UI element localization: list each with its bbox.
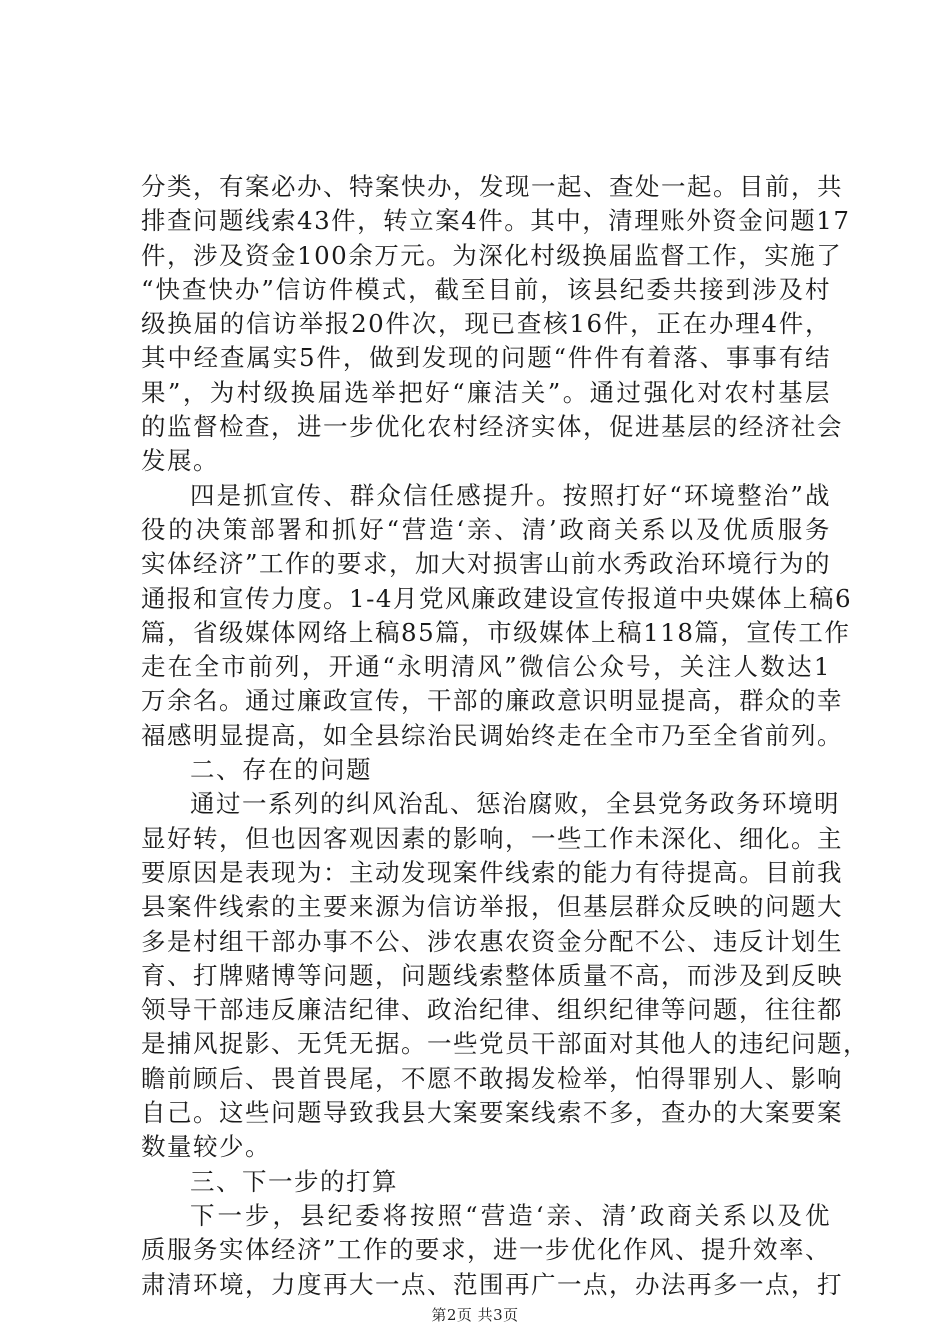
text-line: 要原因是表现为：主动发现案件线索的能力有待提高。目前我 (141, 857, 843, 887)
paragraph-start-line: 四是抓宣传、群众信任感提升。按照打好“环境整治”战 (190, 480, 831, 510)
text-line: 排查问题线索43件，转立案4件。其中，清理账外资金问题17 (141, 206, 851, 236)
page-number-footer: 第2页 共3页 (431, 1306, 519, 1324)
text-line: 自己。这些问题导致我县大案要案线索不多，查办的大案要案 (141, 1098, 843, 1128)
section-heading: 三、下一步的打算 (190, 1166, 398, 1196)
text-line: 通报和宣传力度。1-4月党风廉政建设宣传报道中央媒体上稿6 (141, 583, 853, 613)
text-line: 多是村组干部办事不公、涉农惠农资金分配不公、违反计划生 (141, 926, 843, 956)
text-line: 件，涉及资金100余万元。为深化村级换届监督工作，实施了 (141, 240, 843, 270)
text-line: “快查快办”信访件模式，截至目前，该县纪委共接到涉及村 (141, 274, 831, 304)
text-line: 实体经济”工作的要求，加大对损害山前水秀政治环境行为的 (141, 549, 832, 579)
text-line: 县案件线索的主要来源为信访举报，但基层群众反映的问题大 (141, 892, 843, 922)
text-line: 显好转，但也因客观因素的影响，一些工作未深化、细化。主 (141, 823, 843, 853)
text-line: 是捕风捉影、无凭无据。一些党员干部面对其他人的违纪问题， (141, 1029, 869, 1059)
text-line: 数量较少。 (141, 1132, 271, 1162)
text-line: 福感明显提高，如全县综治民调始终走在全市乃至全省前列。 (141, 720, 843, 750)
text-line: 走在全市前列，开通“永明清风”微信公众号，关注人数达1 (141, 652, 831, 682)
paragraph-start-line: 通过一系列的纠风治乱、惩治腐败，全县党务政务环境明 (190, 789, 840, 819)
text-line: 瞻前顾后、畏首畏尾，不愿不敢揭发检举，怕得罪别人、影响 (141, 1063, 843, 1093)
text-line: 质服务实体经济”工作的要求，进一步优化作风、提升效率、 (141, 1235, 832, 1265)
section-heading: 二、存在的问题 (190, 755, 372, 785)
text-line: 发展。 (141, 446, 219, 476)
text-line: 篇，省级媒体网络上稿85篇，市级媒体上稿118篇，宣传工作 (141, 617, 851, 647)
paragraph-start-line: 下一步，县纪委将按照“营造‘亲、清’政商关系以及优 (190, 1200, 831, 1230)
text-line: 的监督检查，进一步优化农村经济实体，促进基层的经济社会 (141, 412, 843, 442)
text-line: 万余名。通过廉政宣传，干部的廉政意识明显提高，群众的幸 (141, 686, 843, 716)
text-line: 分类，有案必办、特案快办，发现一起、查处一起。目前，共 (141, 172, 843, 201)
text-line: 级换届的信访举报20件次，现已查核16件，正在办理4件， (141, 309, 831, 339)
text-line: 领导干部违反廉洁纪律、政治纪律、组织纪律等问题，往往都 (141, 995, 843, 1025)
text-line: 肃清环境，力度再大一点、范围再广一点，办法再多一点，打 (141, 1269, 843, 1299)
text-line: 果”，为村级换届选举把好“廉洁关”。通过强化对农村基层 (141, 377, 831, 407)
text-line: 育、打牌赌博等问题，问题线索整体质量不高，而涉及到反映 (141, 960, 843, 990)
text-line: 役的决策部署和抓好“营造‘亲、清’政商关系以及优质服务 (141, 514, 831, 544)
document-body (141, 170, 869, 1302)
text-line: 其中经查属实5件，做到发现的问题“件件有着落、事事有结 (141, 343, 831, 373)
